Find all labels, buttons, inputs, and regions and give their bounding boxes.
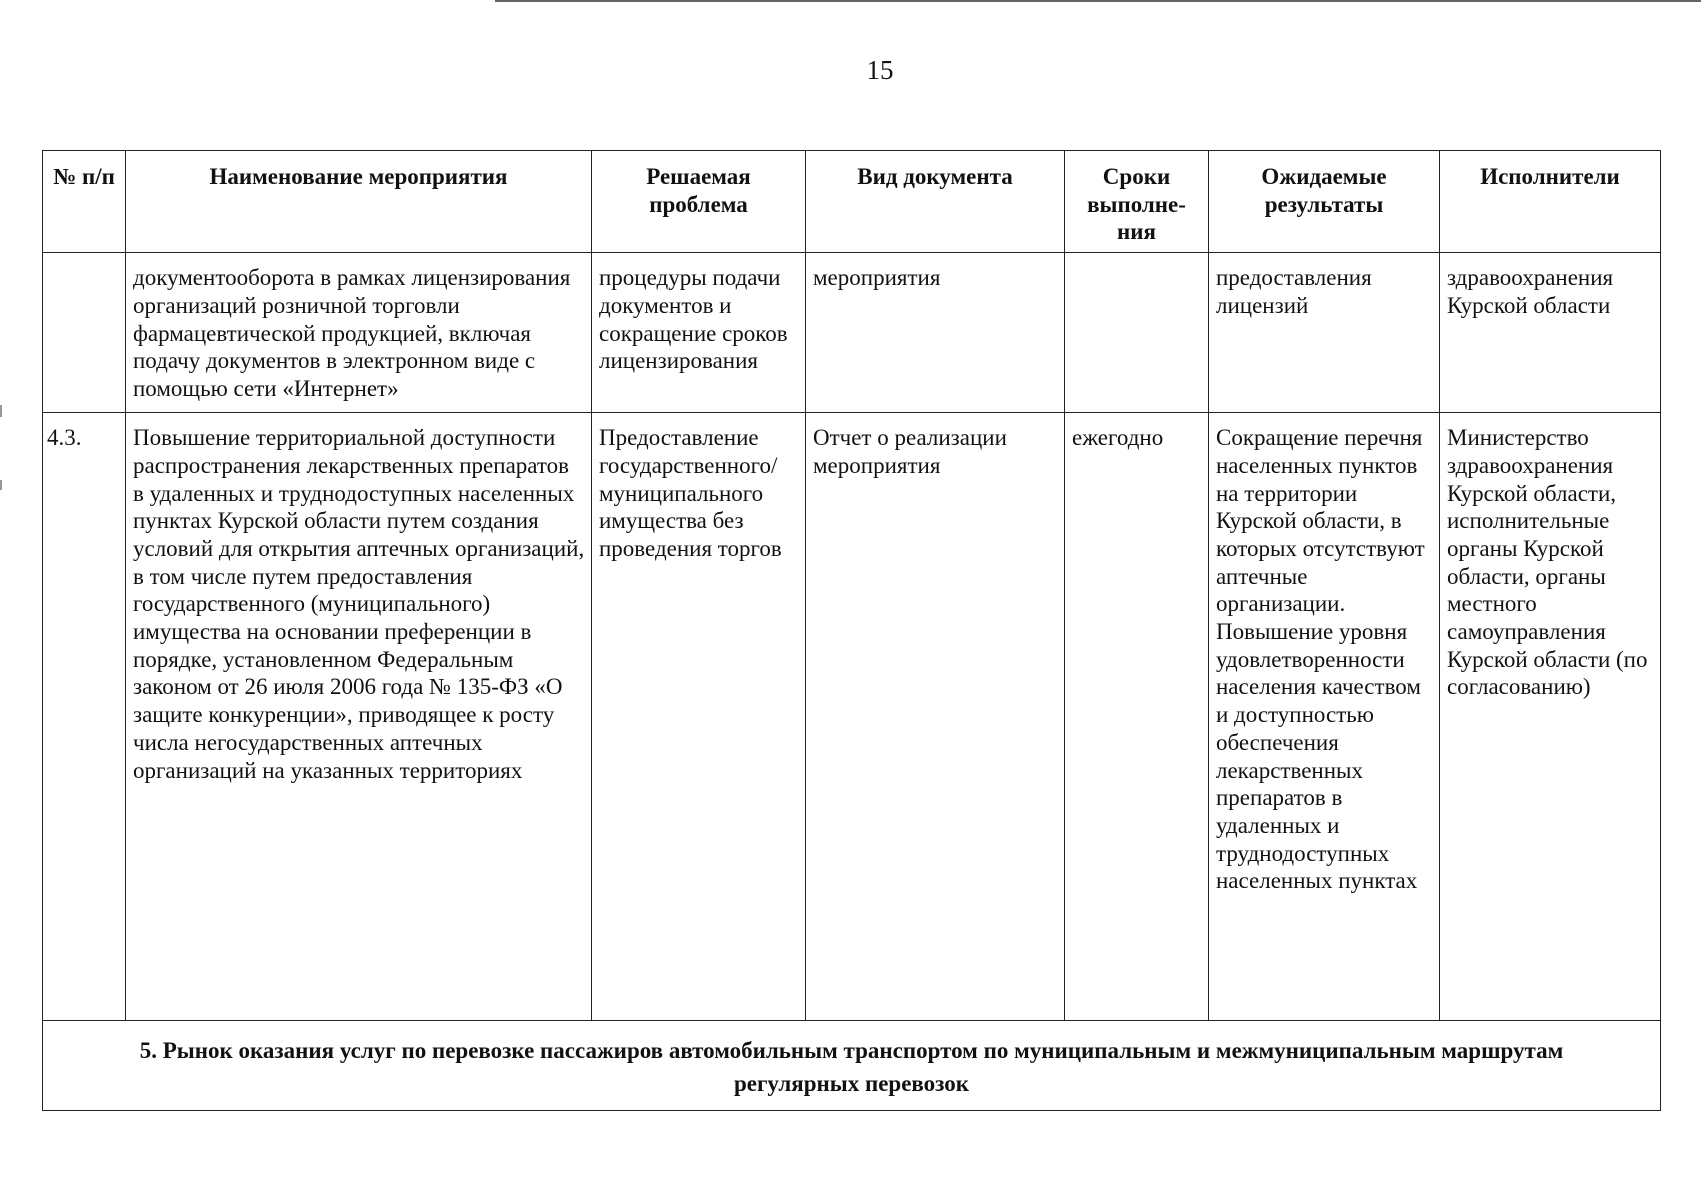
cell-deadline [1065,253,1209,413]
cell-executors: Министерство здравоохранения Курской области, исполнительные органы Курской области, органы местного самоуправления Курской области (по согласованию) [1440,413,1661,1021]
column-header-name: Наименование мероприятия [126,151,592,253]
cell-deadline: ежегодно [1065,413,1209,1021]
cell-problem: Предоставление государственного/ муниципального имущества без проведения торгов [592,413,806,1021]
column-header-deadline: Сроки выполне-ния [1065,151,1209,253]
cell-name: Повышение территориальной доступности распространения лекарственных препаратов в удаленных и труднодоступных населенных пунктах Курской области путем создания условий для открытия аптечных организаций, в том числе путем предоставления государственного (муниципального) имущества на основании преференции в порядке, установленном Федеральным законом от 26 июля 2006 года № 135-ФЗ «О защите конкуренции», приводящее к росту числа негосударственных аптечных организаций на указанных территориях [126,413,592,1021]
measures-table [42,150,1661,1111]
cell-number: 4.3. [43,413,126,1021]
cell-name: документооборота в рамках лицензирования организаций розничной торговли фармацевтической продукцией, включая подачу документов в электронном виде с помощью сети «Интернет» [126,253,592,413]
column-header-results: Ожидаемые результаты [1209,151,1440,253]
table-header-row [43,151,1661,253]
section-heading-row [43,1021,1661,1111]
section-heading: 5. Рынок оказания услуг по перевозке пассажиров автомобильным транспортом по муниципальным и межмуниципальным маршрутам регулярных перевозок [43,1021,1661,1111]
cell-executors: здравоохранения Курской области [1440,253,1661,413]
table-row [43,413,1661,1021]
scan-edge-mark [0,405,2,417]
cell-number [43,253,126,413]
scan-edge-mark [0,480,2,490]
scan-top-border-line [495,0,1701,2]
cell-results: Сокращение перечня населенных пунктов на территории Курской области, в которых отсутствуют аптечные организации. Повышение уровня удовлетворенности населения качеством и доступностью обеспечения лекарственных препаратов в удаленных и труднодоступных населенных пунктах [1209,413,1440,1021]
page-number: 15 [866,55,894,85]
cell-document-type: мероприятия [806,253,1065,413]
cell-document-type: Отчет о реализации мероприятия [806,413,1065,1021]
column-header-problem: Решаемая проблема [592,151,806,253]
column-header-number: № п/п [43,151,126,253]
column-header-document-type: Вид документа [806,151,1065,253]
column-header-executors: Исполнители [1440,151,1661,253]
table-row [43,253,1661,413]
cell-results: предоставления лицензий [1209,253,1440,413]
cell-problem: процедуры подачи документов и сокращение сроков лицензирования [592,253,806,413]
